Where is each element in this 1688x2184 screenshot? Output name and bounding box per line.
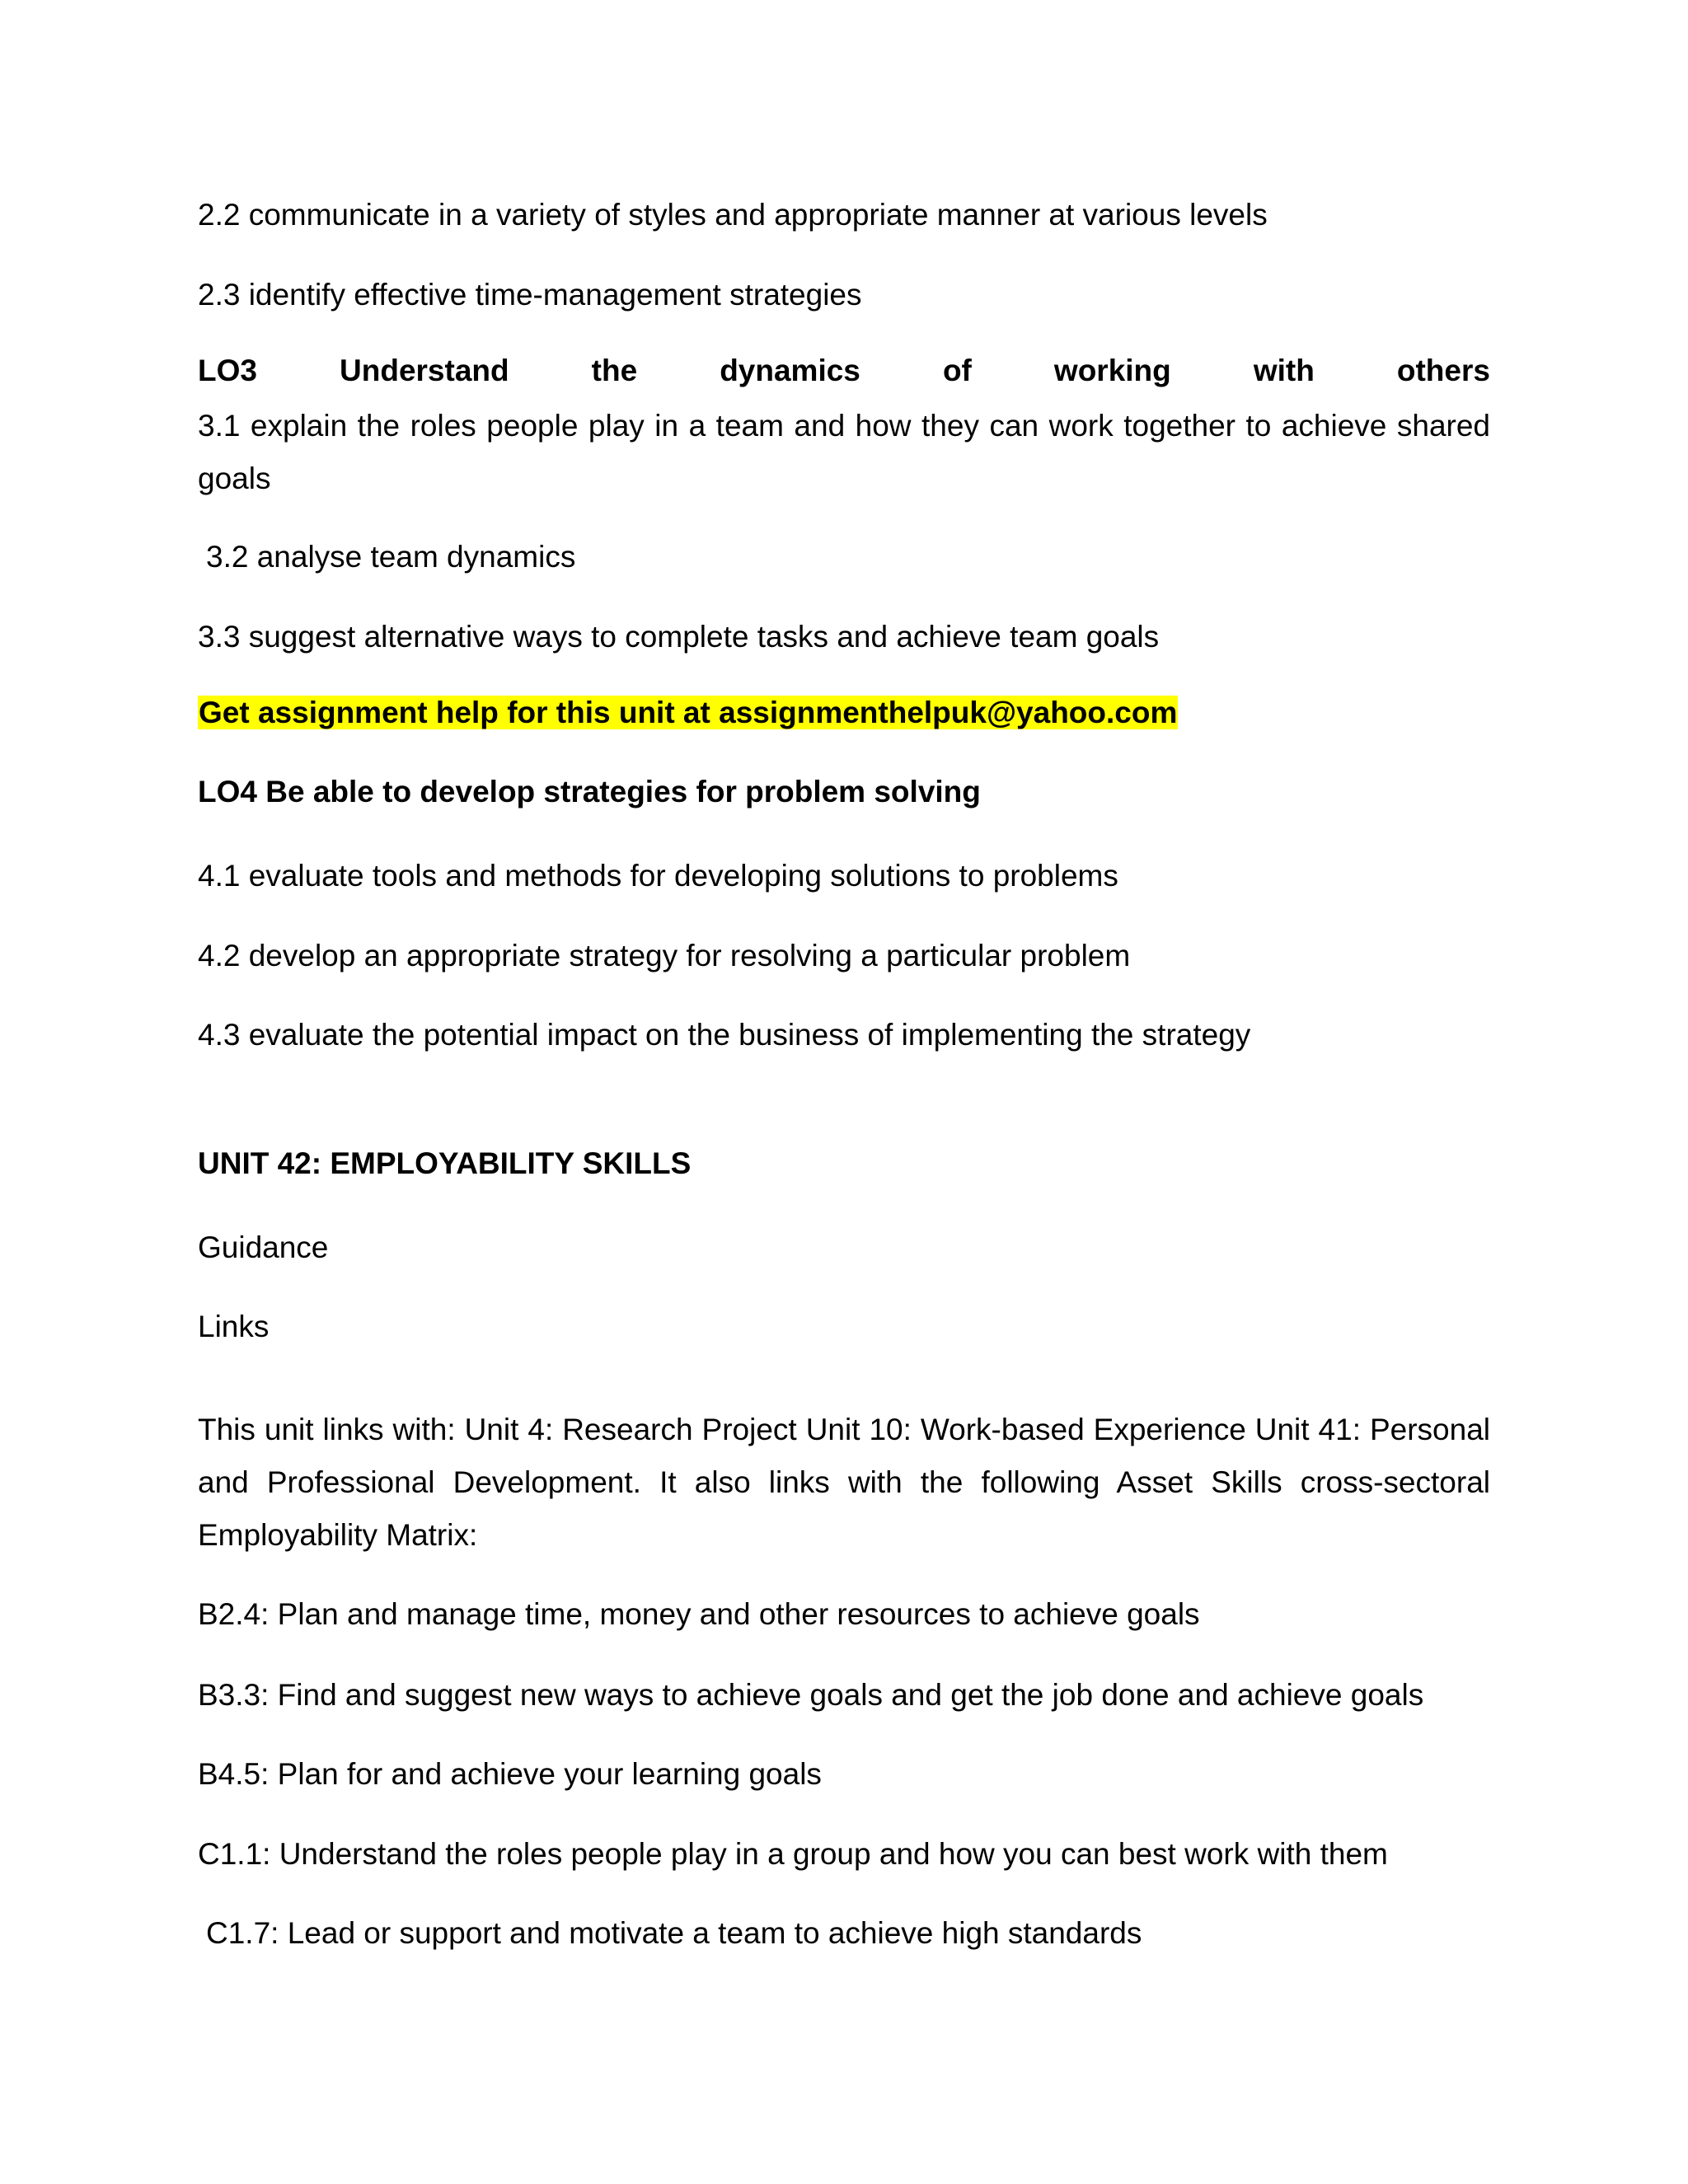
criterion-4-1: 4.1 evaluate tools and methods for developing solutions to problems [198,859,1118,893]
matrix-c1-7: C1.7: Lead or support and motivate a team to achieve high standards [206,1916,1142,1950]
matrix-b4-5: B4.5: Plan for and achieve your learning goals [198,1757,822,1791]
lo3-word: LO3 [198,354,257,387]
criterion-3-2: 3.2 analyse team dynamics [206,540,576,574]
criterion-2-3: 2.3 identify effective time-management strategies [198,278,862,312]
criterion-2-2: 2.2 communicate in a variety of styles and appropriate manner at various levels [198,198,1268,232]
unit-42-heading: UNIT 42: EMPLOYABILITY SKILLS [198,1146,692,1180]
links-paragraph: This unit links with: Unit 4: Research Project Unit 10: Work-based Experience Unit 41: Personal and Professional Development. It also links with the following Asset Skills cross-sectoral Employability Matrix: [198,1413,1490,1552]
lo3-word: of [942,354,972,387]
promo-highlight: Get assignment help for this unit at assignmenthelpuk@yahoo.com [199,696,1178,729]
criterion-3-3: 3.3 suggest alternative ways to complete tasks and achieve team goals [198,620,1160,654]
criterion-3-1: 3.1 explain the roles people play in a team and how they can work together to achieve shared goals [198,409,1490,495]
lo3-word: working [1053,354,1171,387]
lo4-heading: LO4 Be able to develop strategies for problem solving [198,775,981,808]
matrix-b2-4: B2.4: Plan and manage time, money and other resources to achieve goals [198,1597,1200,1631]
lo3-word: Understand [340,354,509,387]
matrix-b3-3: B3.3: Find and suggest new ways to achieve goals and get the job done and achieve goals [198,1678,1424,1712]
criterion-4-2: 4.2 develop an appropriate strategy for resolving a particular problem [198,939,1131,972]
lo3-word: others [1396,354,1490,387]
matrix-c1-1: C1.1: Understand the roles people play in a group and how you can best work with them [198,1837,1388,1871]
lo3-word: dynamics [720,354,860,387]
lo3-word: the [591,354,638,387]
assignment-help-promo [198,687,1490,739]
guidance-heading: Guidance [198,1230,329,1264]
criterion-4-3: 4.3 evaluate the potential impact on the business of implementing the strategy [198,1018,1251,1052]
lo3-heading [198,344,1490,397]
links-heading: Links [198,1310,270,1343]
lo3-word: with [1253,354,1315,387]
